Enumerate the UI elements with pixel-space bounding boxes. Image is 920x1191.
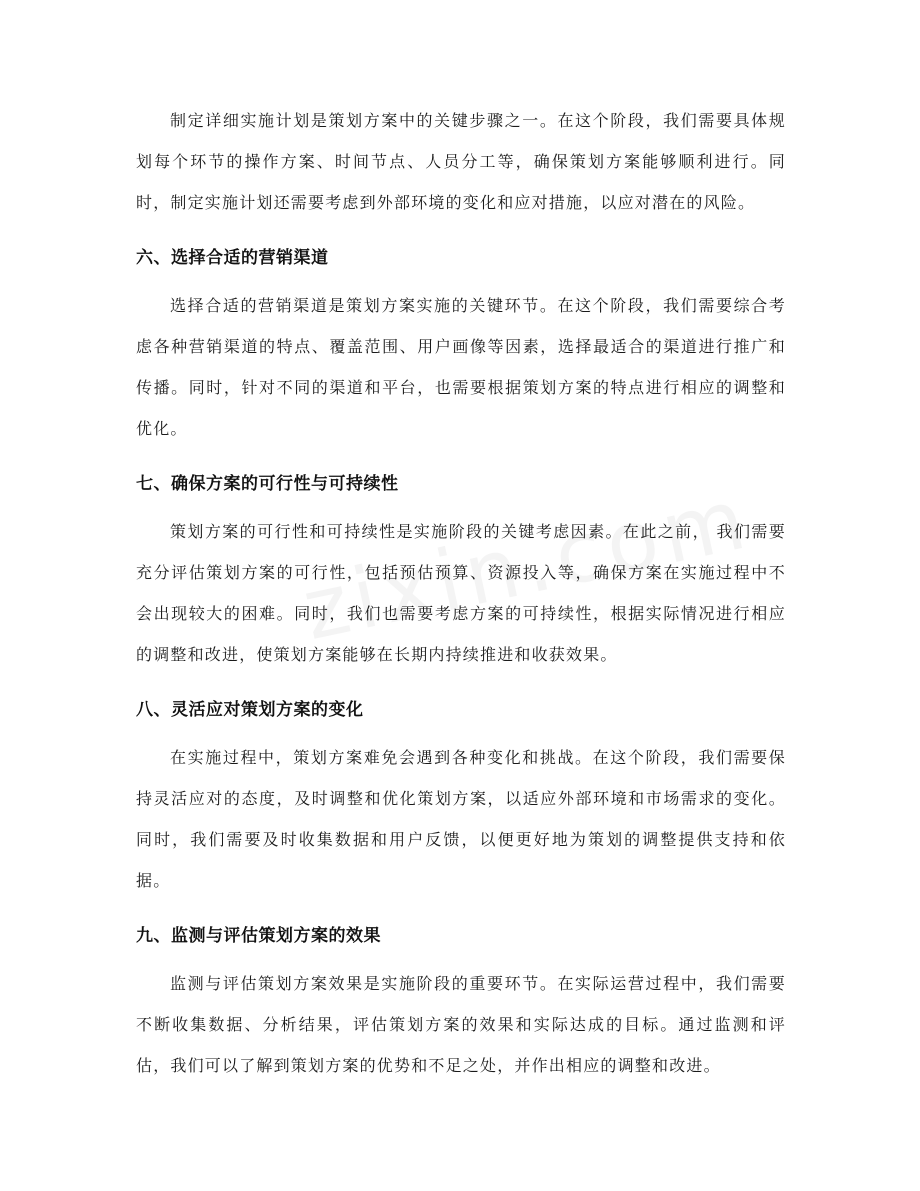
section-heading: 九、监测与评估策划方案的效果 (136, 926, 381, 946)
section-6 (136, 245, 786, 449)
section-heading: 八、灵活应对策划方案的变化 (136, 700, 364, 720)
intro-paragraph: 制定详细实施计划是策划方案中的关键步骤之一。在这个阶段，我们需要具体规划每个环节的操作方案、时间节点、人员分工等，确保策划方案能够顺利进行。同时，制定实施计划还需要考虑到外部环境的变化和应对措施，以应对潜在的风险。 (136, 111, 786, 212)
section-8 (136, 697, 786, 901)
section-paragraph: 在实施过程中，策划方案难免会遇到各种变化和挑战。在这个阶段，我们需要保持灵活应对的态度，及时调整和优化策划方案，以适应外部环境和市场需求的变化。同时，我们需要及时收集数据和用户反馈，以便更好地为策划的调整提供支持和依据。 (136, 748, 786, 890)
section-paragraph: 策划方案的可行性和可持续性是实施阶段的关键考虑因素。在此之前， 我们需要充分评估策划方案的可行性，包括预估预算、资源投入等，确保方案在实施过程中不会出现较大的困难。同时，我们也需要考虑方案的可持续性，根据实际情况进行相应的调整和改进，使策划方案能够在长期内持续推进和收获效果。 (136, 522, 786, 664)
section-7 (136, 471, 786, 675)
section-paragraph: 选择合适的营销渠道是策划方案实施的关键环节。在这个阶段，我们需要综合考虑各种营销渠道的特点、覆盖范围、用户画像等因素，选择最适合的渠道进行推广和传播。同时，针对不同的渠道和平台，也需要根据策划方案的特点进行相应的调整和优化。 (136, 296, 786, 438)
section-heading: 六、选择合适的营销渠道 (136, 248, 329, 268)
section-9 (136, 923, 786, 1086)
section-heading: 七、确保方案的可行性与可持续性 (136, 474, 399, 494)
section-paragraph: 监测与评估策划方案效果是实施阶段的重要环节。在实际运营过程中，我们需要不断收集数据、分析结果，评估策划方案的效果和实际达成的目标。通过监测和评估，我们可以了解到策划方案的优势和不足之处，并作出相应的调整和改进。 (136, 974, 786, 1075)
document-page (136, 100, 786, 1086)
